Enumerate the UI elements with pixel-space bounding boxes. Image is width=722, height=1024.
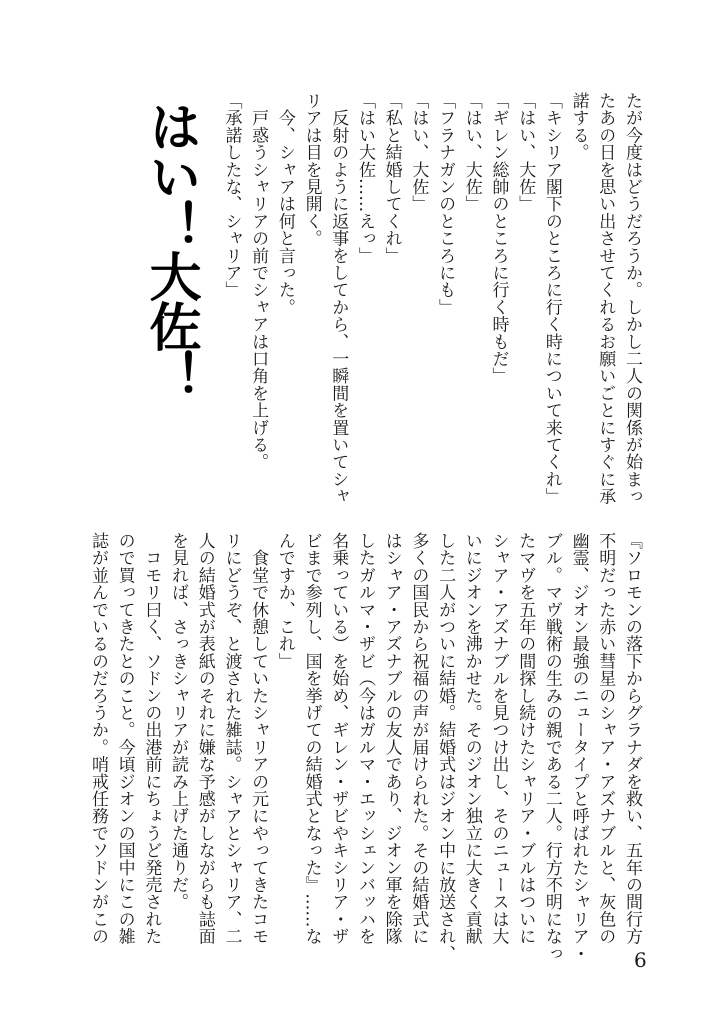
text-column: 「はい、大佐」 [515, 92, 536, 213]
text-column: んですか、これ」 [274, 532, 295, 670]
text-column: 諾する。 [568, 92, 589, 161]
bottom-text-block [84, 532, 645, 962]
text-column: 幽霊、ジオン最強のニュータイプと呼ばれたシャリア・ [568, 532, 589, 962]
text-column: シャア・アズナブルを見つけ出し、そのニュースは大 [488, 532, 509, 945]
text-column: リにどうぞ、と渡された雑誌。シャアとシャリア、二 [221, 532, 242, 945]
text-column: はシャア・アズナブルの友人であり、ジオン軍を除隊 [381, 532, 402, 945]
text-column: 食堂で休憩していたシャリアの元にやってきたコモ [248, 532, 269, 945]
text-column: 多くの国民から祝福の声が届けられた。その結婚式に [408, 532, 429, 945]
text-column: 「フラナガンのところにも」 [435, 92, 456, 316]
text-column: を見れば、さっきシャリアが読み上げた通りだ。 [168, 532, 189, 911]
text-column: たあの日を思い出させてくれるお願いごとにすぐに承 [595, 92, 616, 505]
text-column: ので買ってきたとのこと。今頃ジオンの国中にこの雑 [114, 532, 135, 945]
text-column: 「私と結婚してくれ」 [381, 92, 402, 264]
text-column: 「はい、大佐」 [461, 92, 482, 213]
text-column: 誌が並んでいるのだろうか。哨戒任務でソドンがこの [87, 532, 108, 945]
text-column: たが今度はどうだろうか。しかし二人の関係が始まっ [622, 92, 642, 505]
text-column: 「ギレン総帥のところに行く時もだ」 [488, 92, 509, 385]
text-column: 戸惑うシャリアの前でシャアは口角を上げる。 [248, 92, 269, 471]
text-column: 「承諾したな、シャリア」 [221, 92, 242, 299]
text-column: 名乗っている）を始め、ギレン・ザビやキシリア・ザ [328, 532, 349, 945]
text-column: コモリ曰く、ソドンの出港前にちょうど発売された [141, 532, 162, 945]
text-column: リアは目を見開く。 [301, 92, 322, 247]
text-column: ビまで参列し、国を挙げての結婚式となった』……な [301, 532, 322, 945]
text-column: 今、シャアは何と言った。 [274, 92, 295, 316]
text-column: ブル。マヴ戦術の生みの親である二人。行方不明になっ [541, 532, 562, 962]
page-number: 6 [634, 948, 647, 972]
text-column: 「キシリア閣下のところに行く時について来てくれ」 [541, 92, 562, 505]
text-column: 不明だった赤い彗星のシャア・アズナブルと、灰色の [595, 532, 616, 945]
text-column: 「はい、大佐」 [408, 92, 429, 213]
text-column: たマヴを五年の間探し続けたシャリア・ブルはついに [515, 532, 536, 945]
text-column: 反射のように返事をしてから、一瞬間を置いてシャ [328, 92, 349, 505]
text-column: いにジオンを沸かせた。そのジオン独立に大きく貢献 [461, 532, 482, 945]
top-text-block [218, 92, 645, 512]
text-column: 「はい大佐……えっ」 [354, 92, 375, 264]
text-column: したガルマ・ザビ（今はガルマ・エッシェンバッハを [354, 532, 375, 945]
text-column: 『ソロモンの落下からグラナダを救い、五年の間行方 [622, 532, 642, 945]
text-column: した二人がついに結婚。結婚式はジオン中に放送され、 [435, 532, 456, 962]
chapter-title: はい！大佐！ [140, 100, 200, 400]
text-column: 人の結婚式が表紙のそれに嫌な予感がしながらも誌面 [194, 532, 215, 945]
